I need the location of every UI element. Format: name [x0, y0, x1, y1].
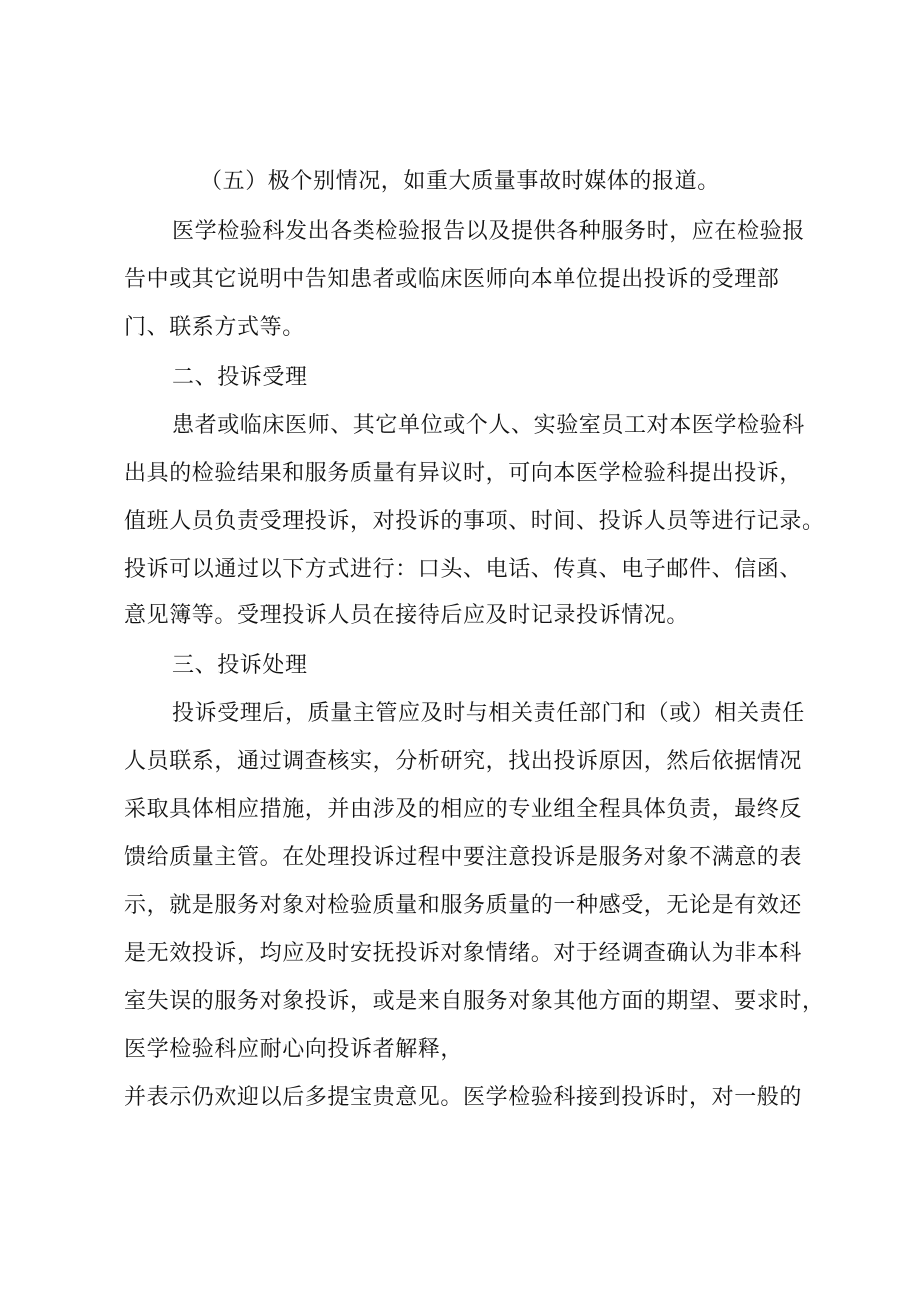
section-heading: 三、投诉处理	[172, 653, 308, 678]
paragraph-line: 医学检验科发出各类检验报告以及提供各种服务时，应在检验报	[172, 219, 805, 244]
paragraph-line: 患者或临床医师、其它单位或个人、实验室员工对本医学检验科	[172, 413, 805, 438]
paragraph-line: 室失误的服务对象投诉，或是来自服务对象其他方面的期望、要求时，	[124, 989, 825, 1014]
paragraph-line: 是无效投诉，均应及时安抚投诉对象情绪。对于经调查确认为非本科	[124, 941, 803, 966]
paragraph-line: 人员联系，通过调查核实，分析研究，找出投诉原因，然后依据情况	[124, 749, 803, 774]
paragraph-line: （五）极个别情况，如重大质量事故时媒体的报道。	[200, 169, 720, 194]
paragraph-line: 馈给质量主管。在处理投诉过程中要注意投诉是服务对象不满意的表	[124, 845, 803, 870]
section-heading: 二、投诉受理	[172, 365, 308, 390]
paragraph-line: 医学检验科应耐心向投诉者解释，	[124, 1037, 464, 1062]
paragraph-line: 出具的检验结果和服务质量有异议时，可向本医学检验科提出投诉，	[124, 461, 803, 486]
paragraph-line: 示，就是服务对象对检验质量和服务质量的一种感受，无论是有效还	[124, 893, 803, 918]
paragraph-line: 告中或其它说明中告知患者或临床医师向本单位提出投诉的受理部	[124, 267, 780, 292]
paragraph-line: 采取具体相应措施，并由涉及的相应的专业组全程具体负责，最终反	[124, 797, 803, 822]
paragraph-line: 并表示仍欢迎以后多提宝贵意见。医学检验科接到投诉时，对一般的	[124, 1085, 803, 1110]
paragraph-line: 投诉可以通过以下方式进行：口头、电话、传真、电子邮件、信函、	[124, 557, 803, 582]
paragraph-line: 投诉受理后，质量主管应及时与相关责任部门和（或）相关责任	[172, 701, 805, 726]
paragraph-line: 值班人员负责受理投诉，对投诉的事项、时间、投诉人员等进行记录。	[124, 509, 825, 534]
paragraph-line: 意见簿等。受理投诉人员在接待后应及时记录投诉情况。	[124, 603, 690, 628]
paragraph-line: 门、联系方式等。	[124, 315, 305, 340]
